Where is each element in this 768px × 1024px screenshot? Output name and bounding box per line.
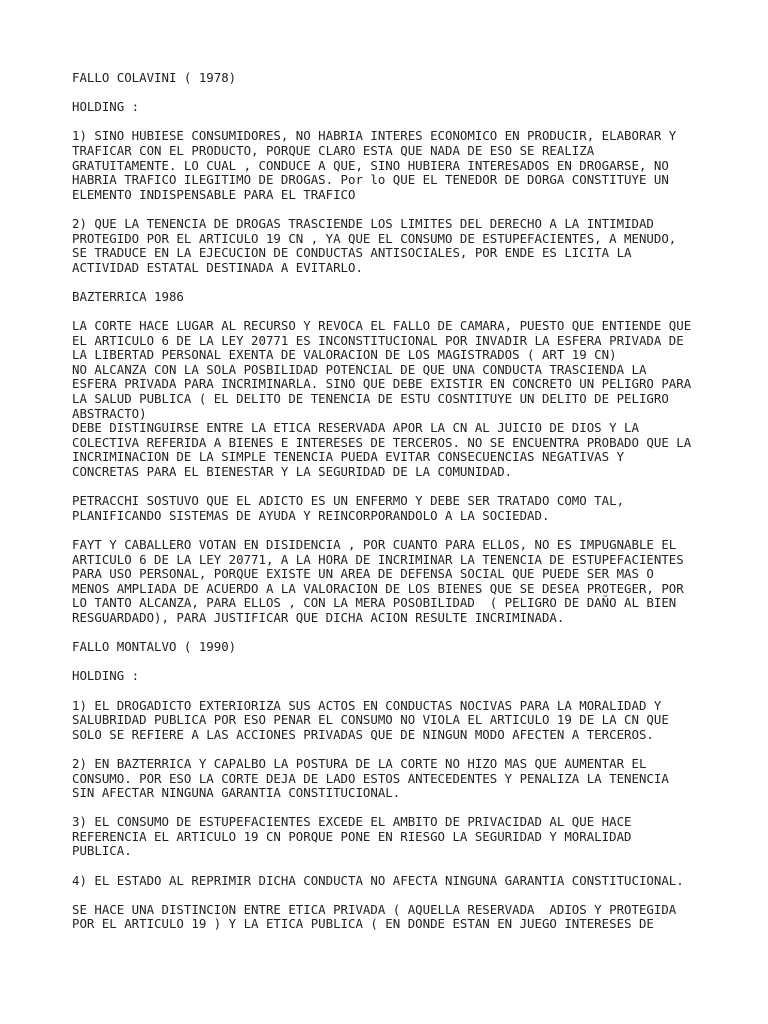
- text-line: 3) EL CONSUMO DE ESTUPEFACIENTES EXCEDE EL AMBITO DE PRIVACIDAD AL QUE HACE: [72, 814, 632, 830]
- text-paragraph: [72, 903, 712, 932]
- text-line: PARA USO PERSONAL, PORQUE EXISTE UN AREA DE DEFENSA SOCIAL QUE PUEDE SER MAS O: [72, 566, 654, 582]
- text-paragraph: [72, 699, 712, 743]
- text-line: PUBLICA.: [72, 843, 132, 859]
- text-line: MENOS AMPLIADA DE ACUERDO A LA VALORACION DE LOS BIENES QUE SE DESEA PROTEGER, POR: [72, 580, 684, 596]
- text-line: NO ALCANZA CON LA SOLA POSBILIDAD POTENCIAL DE QUE UNA CONDUCTA TRASCIENDA LA: [72, 361, 647, 377]
- text-line: 4) EL ESTADO AL REPRIMIR DICHA CONDUCTA NO AFECTA NINGUNA GARANTIA CONSTITUCIONAL.: [72, 872, 684, 888]
- text-line: ESFERA PRIVADA PARA INCRIMINARLA. SINO QUE DEBE EXISTIR EN CONCRETO UN PELIGRO PARA: [72, 376, 692, 392]
- text-line: LA SALUD PUBLICA ( EL DELITO DE TENENCIA DE ESTU COSNTITUYE UN DELITO DE PELIGRO: [72, 391, 669, 407]
- text-paragraph: [72, 757, 712, 801]
- text-line: HABRIA TRAFICO ILEGITIMO DE DROGAS. Por lo QUE EL TENEDOR DE DORGA CONSTITUYE UN: [72, 172, 669, 188]
- text-line: TRAFICAR CON EL PRODUCTO, PORQUE CLARO ESTA QUE NADA DE ESO SE REALIZA: [72, 142, 595, 158]
- text-line: LO TANTO ALCANZA, PARA ELLOS , CON LA MERA POSOBILIDAD ( PELIGRO DE DAÑO AL BIEN: [72, 595, 677, 611]
- text-line: FAYT Y CABALLERO VOTAN EN DISIDENCIA , POR CUANTO PARA ELLOS, NO ES IMPUGNABLE EL: [72, 537, 677, 552]
- text-line: CONSUMO. POR ESO LA CORTE DEJA DE LADO ESTOS ANTECEDENTES Y PENALIZA LA TENENCIA: [72, 770, 669, 786]
- text-line: BAZTERRICA 1986: [72, 288, 184, 304]
- text-line: PLANIFICANDO SISTEMAS DE AYUDA Y REINCORPORANDOLO A LA SOCIEDAD.: [72, 507, 550, 523]
- text-line: FALLO MONTALVO ( 1990): [72, 639, 237, 655]
- text-line: COLECTIVA REFERIDA A BIENES E INTERESES DE TERCEROS. NO SE ENCUENTRA PROBADO QUE LA: [72, 434, 692, 450]
- text-line: FALLO COLAVINI ( 1978): [72, 70, 237, 85]
- text-line: 1) EL DROGADICTO EXTERIORIZA SUS ACTOS EN CONDUCTAS NOCIVAS PARA LA MORALIDAD Y: [72, 697, 662, 713]
- text-line: ELEMENTO INDISPENSABLE PARA EL TRAFICO: [72, 186, 356, 202]
- text-line: LA CORTE HACE LUGAR AL RECURSO Y REVOCA EL FALLO DE CAMARA, PUESTO QUE ENTIENDE QUE: [72, 318, 692, 334]
- text-paragraph: [72, 319, 712, 480]
- text-line: SOLO SE REFIERE A LAS ACCIONES PRIVADAS QUE DE NINGUN MODO AFECTEN A TERCEROS.: [72, 726, 654, 742]
- text-line: PROTEGIDO POR EL ARTICULO 19 CN , YA QUE EL CONSUMO DE ESTUPEFACIENTES, A MENUDO,: [72, 230, 677, 246]
- text-paragraph: [72, 129, 712, 202]
- text-line: CONCRETAS PARA EL BIENESTAR Y LA SEGURIDAD DE LA COMUNIDAD.: [72, 464, 513, 480]
- text-paragraph: [72, 71, 712, 86]
- text-line: SE HACE UNA DISTINCION ENTRE ETICA PRIVADA ( AQUELLA RESERVADA ADIOS Y PROTEGIDA: [72, 901, 677, 917]
- text-paragraph: [72, 815, 712, 859]
- text-line: ACTIVIDAD ESTATAL DESTINADA A EVITARLO.: [72, 259, 363, 275]
- text-line: DEBE DISTINGUIRSE ENTRE LA ETICA RESERVADA APOR LA CN AL JUICIO DE DIOS Y LA: [72, 420, 639, 436]
- text-paragraph: [72, 640, 712, 655]
- text-paragraph: [72, 290, 712, 305]
- text-line: INCRIMINACION DE LA SIMPLE TENENCIA PUEDA EVITAR CONSECUENCIAS NEGATIVAS Y: [72, 449, 625, 465]
- text-paragraph: [72, 874, 712, 889]
- text-paragraph: [72, 494, 712, 523]
- text-paragraph: [72, 217, 712, 275]
- text-line: PETRACCHI SOSTUVO QUE EL ADICTO ES UN ENFERMO Y DEBE SER TRATADO COMO TAL,: [72, 493, 625, 509]
- text-paragraph: [72, 538, 712, 626]
- text-paragraph: [72, 100, 712, 115]
- text-line: 1) SINO HUBIESE CONSUMIDORES, NO HABRIA INTERES ECONOMICO EN PRODUCIR, ELABORAR Y: [72, 128, 677, 144]
- text-line: RESGUARDADO), PARA JUSTIFICAR QUE DICHA ACION RESULTE INCRIMINADA.: [72, 609, 565, 625]
- text-line: GRATUITAMENTE. LO CUAL , CONDUCE A QUE, SINO HUBIERA INTERESADOS EN DROGARSE, NO: [72, 157, 669, 173]
- document-page: [72, 71, 712, 947]
- text-line: SALUBRIDAD PUBLICA POR ESO PENAR EL CONSUMO NO VIOLA EL ARTICULO 19 DE LA CN QUE: [72, 712, 669, 728]
- text-line: LA LIBERTAD PERSONAL EXENTA DE VALORACION DE LOS MAGISTRADOS ( ART 19 CN): [72, 347, 617, 363]
- text-paragraph: [72, 669, 712, 684]
- text-line: SE TRADUCE EN LA EJECUCION DE CONDUCTAS ANTISOCIALES, POR ENDE ES LICITA LA: [72, 245, 632, 261]
- text-line: 2) EN BAZTERRICA Y CAPALBO LA POSTURA DE LA CORTE NO HIZO MAS QUE AUMENTAR EL: [72, 755, 647, 771]
- text-line: HOLDING :: [72, 99, 140, 115]
- text-line: EL ARTICULO 6 DE LA LEY 20771 ES INCONSTITUCIONAL POR INVADIR LA ESFERA PRIVADA DE: [72, 332, 684, 348]
- text-line: ABSTRACTO): [72, 405, 147, 421]
- text-line: SIN AFECTAR NINGUNA GARANTIA CONSTITUCIONAL.: [72, 785, 401, 801]
- text-line: 2) QUE LA TENENCIA DE DROGAS TRASCIENDE LOS LIMITES DEL DERECHO A LA INTIMIDAD: [72, 215, 654, 231]
- text-line: ARTICULO 6 DE LA LEY 20771, A LA HORA DE INCRIMINAR LA TENENCIA DE ESTUPEFACIENTES: [72, 551, 684, 567]
- text-line: POR EL ARTICULO 19 ) Y LA ETICA PUBLICA ( EN DONDE ESTAN EN JUEGO INTERESES DE: [72, 916, 654, 932]
- text-line: HOLDING :: [72, 668, 140, 684]
- text-line: REFERENCIA EL ARTICULO 19 CN PORQUE PONE EN RIESGO LA SEGURIDAD Y MORALIDAD: [72, 828, 632, 844]
